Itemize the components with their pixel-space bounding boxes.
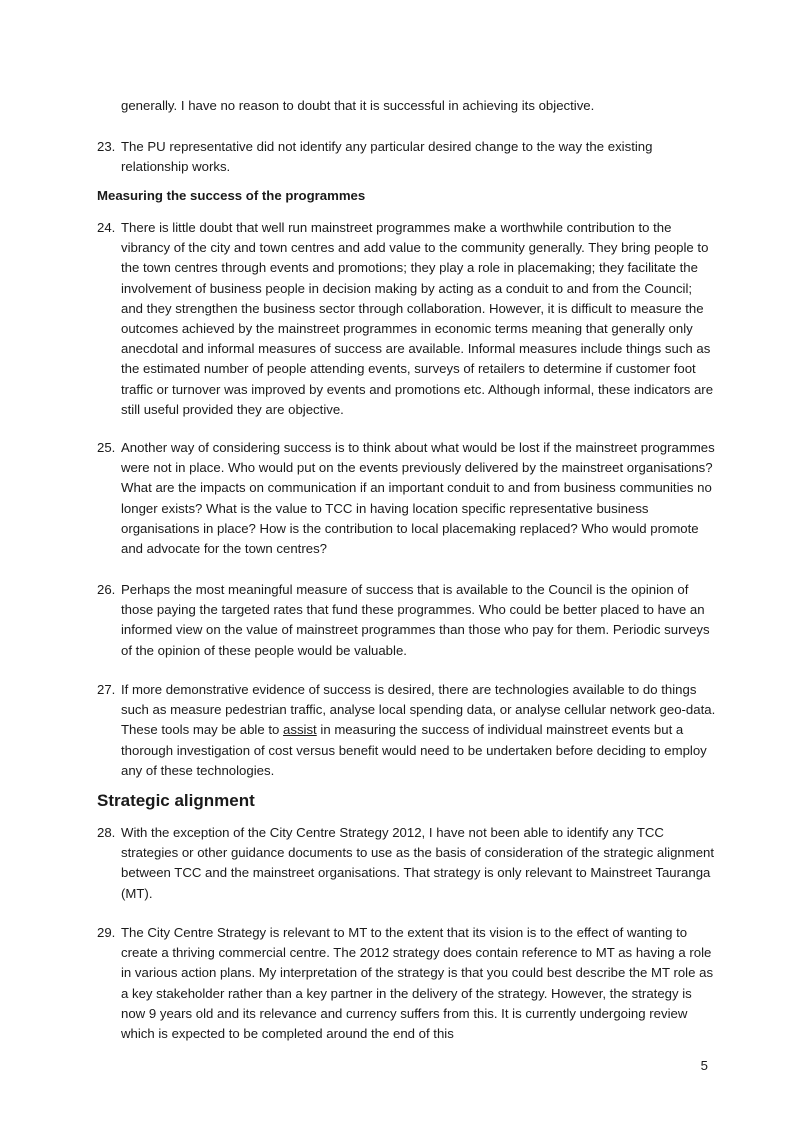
continuation-text: generally. I have no reason to doubt that it is successful in achieving its objective.: [121, 98, 595, 113]
paragraph-25: [97, 438, 717, 559]
paragraph-27: [97, 680, 717, 781]
paragraph-text: Another way of considering success is to think about what would be lost if the mainstreet programmes were not in place. Who would put on the events previously delivered by the mainstreet organisations? What are the impacts on communication if an important conduit to and from business communities no longer exists? What is the value to TCC in having location specific representative business organisations in place? How is the contribution to local placemaking replaced? Who would promote and advocate for the town centres?: [121, 440, 715, 557]
paragraph-23: [97, 137, 717, 177]
paragraph-text-part: If more demonstrative evidence of success is desired, there are technologies available to do things such as measure pedestrian traffic, analyse local spending data, or analyse cellular network geo-data. These tools may be able to: [121, 682, 716, 738]
underlined-word: assist: [283, 722, 317, 738]
paragraph-text: With the exception of the City Centre Strategy 2012, I have not been able to identify any TCC strategies or other guidance documents to use as the basis of consideration of the strategic alignment between TCC and the mainstreet organisations. That strategy is only relevant to Mainstreet Tauranga (MT).: [121, 825, 715, 901]
section-heading: Strategic alignment: [97, 791, 255, 810]
paragraph-26: [97, 580, 717, 661]
paragraph-number: 26.: [97, 582, 116, 597]
subheading: Measuring the success of the programmes: [97, 188, 366, 203]
page-number: 5: [700, 1058, 708, 1073]
paragraph-24: [97, 218, 717, 420]
paragraph-text: The PU representative did not identify any particular desired change to the way the existing relationship works.: [121, 139, 653, 175]
paragraph-text: [121, 680, 717, 781]
paragraph-text: Perhaps the most meaningful measure of success that is available to the Council is the opinion of those paying the targeted rates that fund these programmes. Who could be better placed to have an informed view on the value of mainstreet programmes than those who pay for them. Periodic surveys of the opinion of these people would be valuable.: [121, 582, 710, 658]
paragraph-text: The City Centre Strategy is relevant to MT to the extent that its vision is to the effect of wanting to create a thriving commercial centre. The 2012 strategy does contain reference to MT as having a role in various action plans. My interpretation of the strategy is that you could best describe the MT role as a key stakeholder rather than a key partner in the delivery of the strategy. However, the strategy is now 9 years old and its relevance and currency suffers from this. It is currently undergoing review which is expected to be completed around the end of this: [121, 925, 714, 1042]
paragraph-number: 29.: [97, 925, 116, 940]
paragraph-number: 28.: [97, 825, 116, 840]
paragraph-number: 27.: [97, 682, 116, 697]
paragraph-number: 23.: [97, 139, 116, 154]
paragraph-number: 24.: [97, 220, 116, 235]
paragraph-29: [97, 923, 717, 1044]
paragraph-text: There is little doubt that well run mainstreet programmes make a worthwhile contribution to the vibrancy of the city and town centres and add value to the community generally. They bring people to the town centres through events and promotions; they play a role in placemaking; they facilitate the involvement of business people in decision making by acting as a conduit to and from the Council; and they strengthen the business sector through collaboration. However, it is difficult to measure the outcomes achieved by the mainstreet programmes in economic terms meaning that generally only anecdotal and informal measures of success are available. Informal measures include things such as the estimated number of people attending events, surveys of retailers to determine if customer foot traffic or turnover was improved by events and promotions etc. Although informal, these indicators are still useful provided they are objective.: [121, 220, 714, 417]
paragraph-text-part: in measuring the success of individual mainstreet events but a thorough investigation of cost versus benefit would need to be undertaken before deciding to employ any of these technologies.: [121, 722, 707, 778]
paragraph-number: 25.: [97, 440, 116, 455]
paragraph-28: [97, 823, 717, 904]
